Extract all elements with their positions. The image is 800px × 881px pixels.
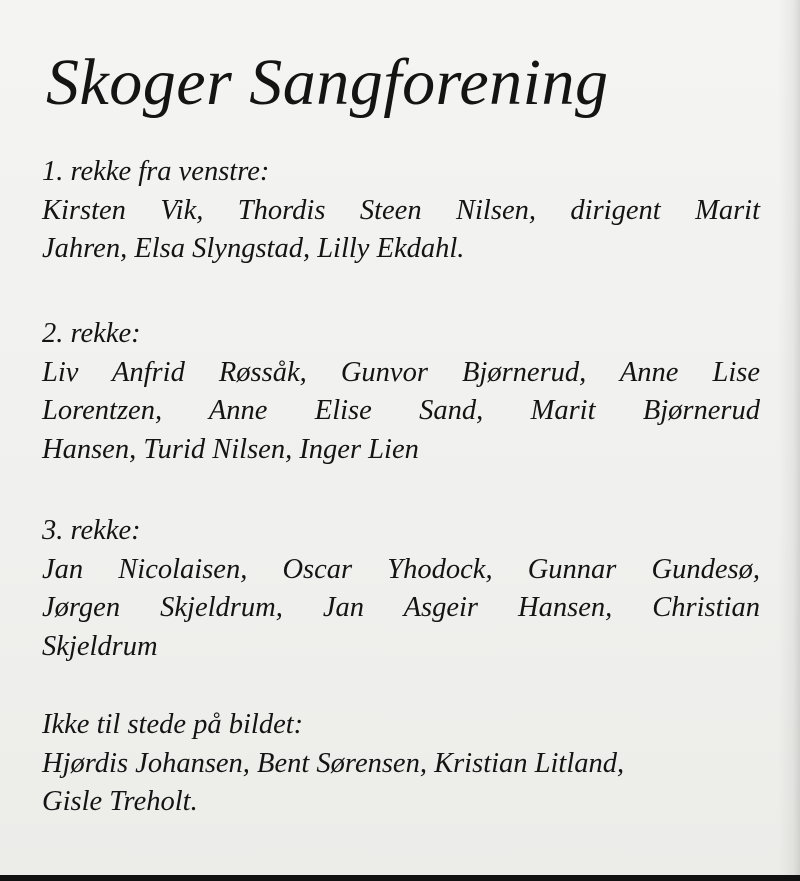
name-line: Kirsten Vik, Thordis Steen Nilsen, dirigent Marit bbox=[42, 194, 760, 226]
section-row-1 bbox=[42, 153, 760, 269]
name-line: Gisle Treholt. bbox=[42, 786, 198, 817]
name-line: Hansen, Turid Nilsen, Inger Lien bbox=[42, 433, 419, 465]
page-edge-shadow bbox=[778, 0, 800, 881]
section-heading: 2. rekke: bbox=[42, 318, 141, 349]
section-not-present bbox=[42, 706, 760, 822]
name-line: Jan Nicolaisen, Oscar Yhodock, Gunnar Gundesø, bbox=[42, 553, 760, 585]
section-heading: 1. rekke fra venstre: bbox=[42, 156, 270, 187]
section-heading: 3. rekke: bbox=[42, 515, 141, 546]
page-title: Skoger Sangforening bbox=[46, 46, 609, 119]
bottom-border-rule bbox=[0, 875, 800, 881]
name-line: Liv Anfrid Røssåk, Gunvor Bjørnerud, Anne Lise bbox=[42, 356, 760, 388]
name-line: Jahren, Elsa Slyngstad, Lilly Ekdahl. bbox=[42, 233, 465, 264]
section-row-3 bbox=[42, 512, 760, 666]
name-line: Lorentzen, Anne Elise Sand, Marit Bjørnerud bbox=[42, 395, 760, 426]
section-heading: Ikke til stede på bildet: bbox=[42, 709, 304, 740]
name-line: Skjeldrum bbox=[42, 630, 158, 662]
section-row-2 bbox=[42, 315, 760, 469]
name-line: Jørgen Skjeldrum, Jan Asgeir Hansen, Christian bbox=[42, 592, 760, 623]
name-line: Hjørdis Johansen, Bent Sørensen, Kristian Litland, bbox=[42, 747, 625, 779]
